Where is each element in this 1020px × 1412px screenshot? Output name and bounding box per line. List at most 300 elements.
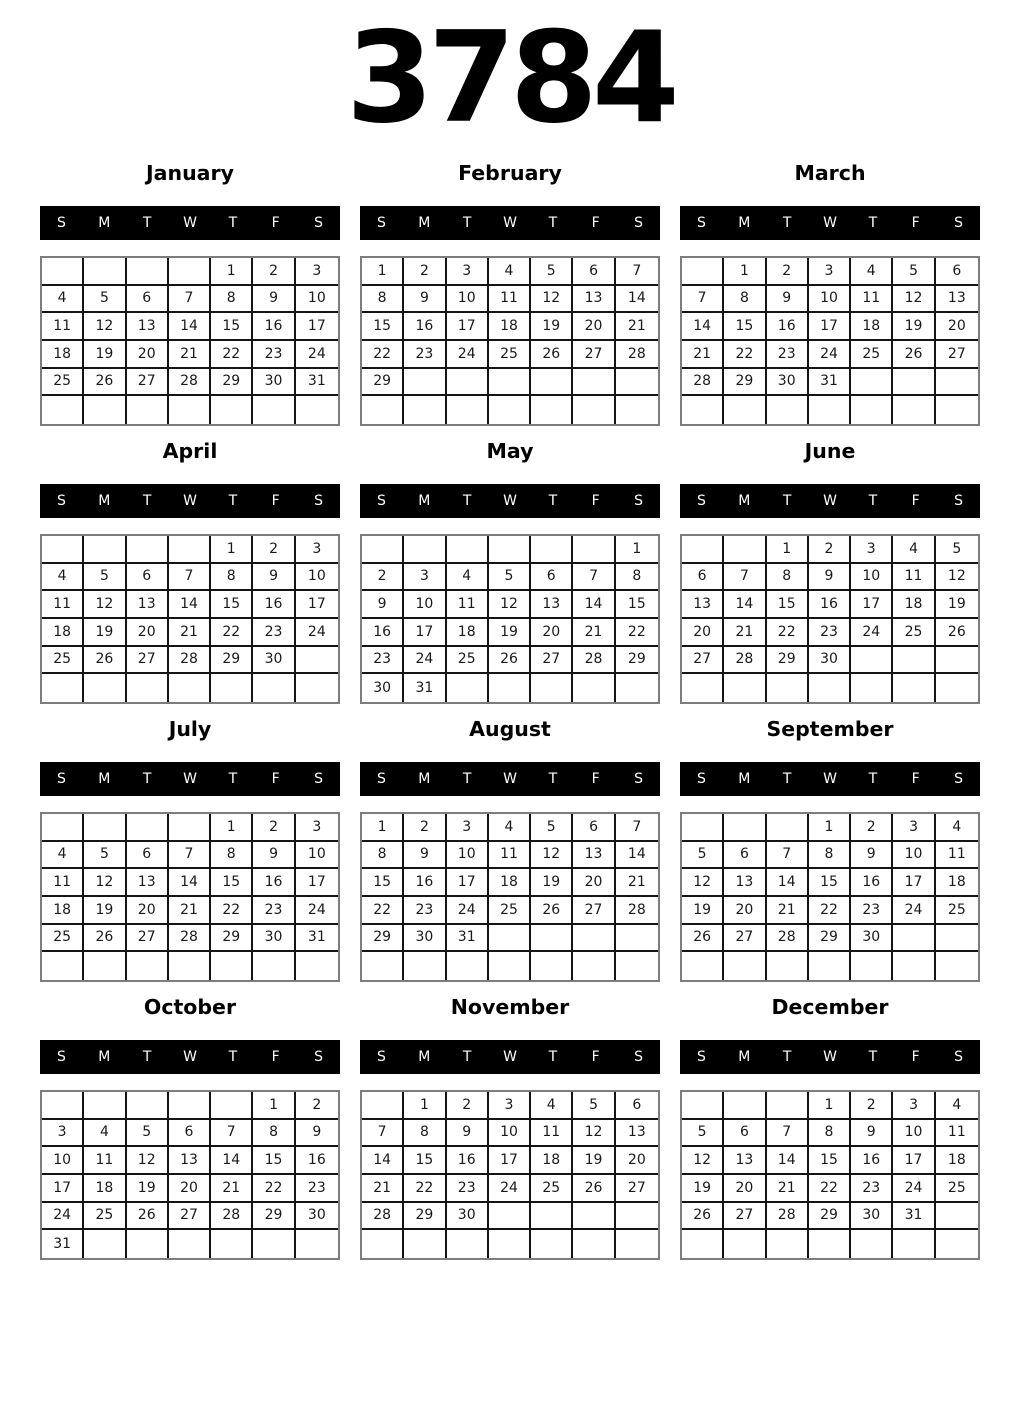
day-cell: 26 [127, 1203, 169, 1231]
day-cell: 21 [362, 1175, 404, 1203]
weekday-label: T [548, 1049, 558, 1065]
day-cell [296, 1230, 338, 1258]
day-cell: 6 [573, 258, 615, 286]
day-cell [616, 396, 658, 424]
day-cell: 19 [893, 313, 935, 341]
day-cell: 29 [404, 1203, 446, 1231]
week-row [682, 674, 978, 702]
day-cell: 24 [809, 341, 851, 369]
day-cell: 7 [573, 564, 615, 592]
day-cell: 18 [42, 897, 84, 925]
day-cell: 31 [296, 925, 338, 953]
day-cell: 24 [489, 1175, 531, 1203]
day-cell: 27 [127, 647, 169, 675]
weekday-label: M [418, 493, 431, 509]
day-cell [447, 396, 489, 424]
day-cell: 13 [127, 869, 169, 897]
week-row [682, 842, 978, 870]
day-cell: 2 [809, 536, 851, 564]
weekday-label: T [782, 1049, 792, 1065]
year-title: 3784 [345, 4, 674, 151]
day-cell: 29 [767, 647, 809, 675]
weekday-label: S [634, 771, 644, 787]
day-cell: 6 [169, 1120, 211, 1148]
day-cell: 3 [851, 536, 893, 564]
weekday-label: F [911, 771, 920, 787]
day-cell [447, 536, 489, 564]
week-row [42, 369, 338, 397]
weekday-header-bar [360, 484, 660, 518]
month-block-march [680, 160, 980, 426]
day-cell: 13 [127, 591, 169, 619]
week-row [42, 1230, 338, 1258]
week-row [682, 369, 978, 397]
day-cell [893, 1230, 935, 1258]
day-cell: 13 [531, 591, 573, 619]
day-cell: 25 [42, 369, 84, 397]
weekday-label: F [271, 493, 280, 509]
weekday-label: F [271, 1049, 280, 1065]
day-cell: 25 [84, 1203, 126, 1231]
day-cell: 28 [767, 1203, 809, 1231]
day-cell: 5 [573, 1092, 615, 1120]
day-cell: 7 [724, 564, 766, 592]
day-cell [893, 396, 935, 424]
day-cell [42, 258, 84, 286]
day-cell: 30 [253, 647, 295, 675]
weekday-label: M [98, 771, 111, 787]
day-cell: 17 [851, 591, 893, 619]
week-row [362, 313, 658, 341]
day-cell [531, 1230, 573, 1258]
day-cell: 4 [531, 1092, 573, 1120]
day-cell: 8 [211, 564, 253, 592]
month-title: July [168, 717, 212, 741]
week-row [42, 1147, 338, 1175]
day-cell: 7 [362, 1120, 404, 1148]
day-cell [127, 952, 169, 980]
day-cell: 6 [573, 814, 615, 842]
day-cell: 28 [169, 369, 211, 397]
day-cell: 3 [489, 1092, 531, 1120]
week-row [682, 897, 978, 925]
day-cell [169, 1092, 211, 1120]
day-cell [169, 536, 211, 564]
weekday-label: S [696, 215, 706, 231]
day-cell: 22 [362, 341, 404, 369]
weekday-header-bar [40, 206, 340, 240]
month-block-september [680, 716, 980, 982]
month-block-january [40, 160, 340, 426]
day-cell: 15 [404, 1147, 446, 1175]
day-cell: 10 [42, 1147, 84, 1175]
week-row [682, 1120, 978, 1148]
day-cell: 17 [42, 1175, 84, 1203]
day-cell: 1 [616, 536, 658, 564]
day-cell: 17 [296, 869, 338, 897]
day-cell: 2 [404, 258, 446, 286]
day-cell: 18 [893, 591, 935, 619]
day-cell: 18 [447, 619, 489, 647]
day-cell: 13 [616, 1120, 658, 1148]
day-cell: 1 [362, 258, 404, 286]
day-cell: 19 [573, 1147, 615, 1175]
months-grid [40, 160, 980, 1260]
day-cell: 12 [127, 1147, 169, 1175]
weekday-label: F [591, 215, 600, 231]
week-row [42, 286, 338, 314]
day-cell [851, 369, 893, 397]
day-cell: 19 [84, 341, 126, 369]
day-cell: 9 [296, 1120, 338, 1148]
day-cell: 18 [851, 313, 893, 341]
day-cell: 24 [404, 647, 446, 675]
weekday-label: S [634, 1049, 644, 1065]
day-cell [893, 674, 935, 702]
day-cell: 20 [682, 619, 724, 647]
day-cell: 30 [404, 925, 446, 953]
day-cell [253, 674, 295, 702]
day-cell: 3 [809, 258, 851, 286]
day-cell: 3 [42, 1120, 84, 1148]
day-cell [296, 647, 338, 675]
week-row [362, 258, 658, 286]
day-cell [682, 674, 724, 702]
day-cell: 26 [84, 925, 126, 953]
day-cell: 5 [84, 842, 126, 870]
day-cell: 20 [127, 897, 169, 925]
day-cell: 15 [211, 313, 253, 341]
day-cell [724, 814, 766, 842]
weekday-label: T [782, 215, 792, 231]
day-cell: 5 [127, 1120, 169, 1148]
day-cell: 8 [211, 286, 253, 314]
day-cell: 29 [211, 647, 253, 675]
day-cell: 23 [253, 897, 295, 925]
day-cell: 26 [489, 647, 531, 675]
week-row [42, 842, 338, 870]
day-cell: 28 [682, 369, 724, 397]
day-cell [573, 925, 615, 953]
day-cell: 8 [616, 564, 658, 592]
day-cell: 18 [489, 869, 531, 897]
day-cell [936, 1203, 978, 1231]
day-cell: 12 [682, 1147, 724, 1175]
day-cell [724, 1230, 766, 1258]
day-cell: 6 [531, 564, 573, 592]
week-row [682, 1230, 978, 1258]
day-cell: 28 [573, 647, 615, 675]
week-row [682, 591, 978, 619]
day-cell: 5 [84, 286, 126, 314]
day-cell: 12 [84, 869, 126, 897]
day-cell: 29 [211, 369, 253, 397]
weekday-label: T [228, 771, 238, 787]
day-cell: 28 [724, 647, 766, 675]
week-row [682, 952, 978, 980]
month-title: March [794, 161, 866, 185]
day-cell: 12 [84, 591, 126, 619]
day-cell: 13 [573, 286, 615, 314]
day-cell [84, 674, 126, 702]
day-cell: 3 [447, 814, 489, 842]
day-cell: 14 [169, 591, 211, 619]
day-cell: 21 [169, 341, 211, 369]
day-cell: 28 [169, 647, 211, 675]
day-cell: 26 [84, 369, 126, 397]
week-row [362, 674, 658, 702]
weekday-label: S [56, 771, 66, 787]
day-cell: 21 [616, 869, 658, 897]
day-cell: 23 [767, 341, 809, 369]
weekday-label: S [314, 215, 324, 231]
day-cell: 28 [211, 1203, 253, 1231]
day-cell: 1 [362, 814, 404, 842]
day-cell: 28 [616, 897, 658, 925]
day-cell: 22 [253, 1175, 295, 1203]
day-cell [809, 674, 851, 702]
week-row [42, 564, 338, 592]
day-cell: 15 [724, 313, 766, 341]
weekday-header-bar [680, 206, 980, 240]
day-cell [573, 369, 615, 397]
weekday-label: T [462, 771, 472, 787]
day-cell: 23 [447, 1175, 489, 1203]
month-days-table [360, 256, 660, 426]
day-cell: 4 [893, 536, 935, 564]
day-cell: 10 [296, 564, 338, 592]
day-cell: 16 [253, 313, 295, 341]
weekday-label: T [142, 771, 152, 787]
day-cell: 22 [211, 619, 253, 647]
day-cell: 9 [809, 564, 851, 592]
day-cell [767, 952, 809, 980]
day-cell: 8 [253, 1120, 295, 1148]
day-cell: 9 [404, 842, 446, 870]
day-cell: 30 [447, 1203, 489, 1231]
day-cell: 4 [936, 1092, 978, 1120]
day-cell [169, 1230, 211, 1258]
day-cell: 10 [296, 286, 338, 314]
day-cell: 5 [84, 564, 126, 592]
day-cell: 17 [893, 869, 935, 897]
day-cell [296, 952, 338, 980]
day-cell: 23 [404, 897, 446, 925]
day-cell: 12 [936, 564, 978, 592]
day-cell: 25 [893, 619, 935, 647]
day-cell: 23 [404, 341, 446, 369]
day-cell: 5 [682, 1120, 724, 1148]
day-cell [724, 952, 766, 980]
day-cell [489, 536, 531, 564]
day-cell: 29 [362, 369, 404, 397]
day-cell: 6 [127, 286, 169, 314]
weekday-header-bar [360, 1040, 660, 1074]
day-cell [84, 536, 126, 564]
week-row [682, 1175, 978, 1203]
day-cell: 4 [936, 814, 978, 842]
weekday-label: F [911, 1049, 920, 1065]
day-cell: 29 [253, 1203, 295, 1231]
month-days-table [360, 812, 660, 982]
day-cell: 24 [296, 341, 338, 369]
day-cell: 21 [682, 341, 724, 369]
day-cell [127, 1230, 169, 1258]
month-title: October [143, 995, 237, 1019]
day-cell: 2 [253, 258, 295, 286]
weekday-label: M [738, 771, 751, 787]
day-cell [616, 925, 658, 953]
day-cell: 9 [253, 842, 295, 870]
day-cell [489, 369, 531, 397]
day-cell [682, 1230, 724, 1258]
day-cell [42, 1092, 84, 1120]
day-cell: 20 [724, 1175, 766, 1203]
day-cell: 9 [253, 564, 295, 592]
day-cell: 24 [42, 1203, 84, 1231]
day-cell: 22 [211, 897, 253, 925]
weekday-label: S [954, 215, 964, 231]
day-cell: 27 [682, 647, 724, 675]
day-cell: 5 [489, 564, 531, 592]
day-cell [489, 1203, 531, 1231]
day-cell: 16 [404, 869, 446, 897]
week-row [42, 536, 338, 564]
day-cell [296, 674, 338, 702]
week-row [42, 341, 338, 369]
day-cell: 25 [851, 341, 893, 369]
weekday-label: F [591, 771, 600, 787]
day-cell: 11 [84, 1147, 126, 1175]
day-cell: 30 [767, 369, 809, 397]
day-cell [767, 1230, 809, 1258]
day-cell: 14 [169, 869, 211, 897]
day-cell: 16 [447, 1147, 489, 1175]
day-cell: 31 [447, 925, 489, 953]
weekday-label: W [503, 215, 517, 231]
day-cell: 6 [127, 564, 169, 592]
day-cell [682, 1092, 724, 1120]
weekday-label: S [634, 215, 644, 231]
day-cell: 15 [809, 1147, 851, 1175]
day-cell [936, 674, 978, 702]
day-cell: 5 [531, 258, 573, 286]
day-cell: 28 [169, 925, 211, 953]
day-cell [573, 952, 615, 980]
month-days-table [680, 812, 980, 982]
weekday-label: S [56, 215, 66, 231]
day-cell: 18 [936, 869, 978, 897]
day-cell: 2 [447, 1092, 489, 1120]
day-cell: 11 [447, 591, 489, 619]
day-cell: 17 [489, 1147, 531, 1175]
weekday-label: S [954, 771, 964, 787]
day-cell: 15 [767, 591, 809, 619]
day-cell [489, 674, 531, 702]
weekday-label: S [56, 1049, 66, 1065]
day-cell: 17 [404, 619, 446, 647]
weekday-label: F [911, 493, 920, 509]
day-cell: 27 [127, 925, 169, 953]
day-cell [851, 647, 893, 675]
day-cell: 17 [447, 313, 489, 341]
day-cell: 28 [362, 1203, 404, 1231]
day-cell: 18 [42, 619, 84, 647]
week-row [362, 1175, 658, 1203]
day-cell: 12 [84, 313, 126, 341]
week-row [42, 258, 338, 286]
day-cell: 24 [447, 341, 489, 369]
weekday-label: F [591, 493, 600, 509]
day-cell: 6 [682, 564, 724, 592]
weekday-label: T [462, 1049, 472, 1065]
month-title: February [458, 161, 562, 185]
day-cell: 11 [531, 1120, 573, 1148]
weekday-header-bar [40, 762, 340, 796]
day-cell: 9 [851, 842, 893, 870]
day-cell [42, 396, 84, 424]
day-cell: 23 [296, 1175, 338, 1203]
day-cell [682, 536, 724, 564]
weekday-label: T [782, 493, 792, 509]
day-cell: 8 [767, 564, 809, 592]
day-cell: 19 [531, 313, 573, 341]
day-cell [851, 952, 893, 980]
day-cell: 30 [809, 647, 851, 675]
day-cell: 29 [809, 1203, 851, 1231]
day-cell: 10 [851, 564, 893, 592]
weekday-label: T [548, 493, 558, 509]
week-row [362, 619, 658, 647]
weekday-label: T [868, 771, 878, 787]
day-cell: 19 [127, 1175, 169, 1203]
weekday-label: W [183, 1049, 197, 1065]
day-cell: 11 [489, 286, 531, 314]
day-cell: 18 [936, 1147, 978, 1175]
week-row [42, 313, 338, 341]
weekday-label: T [548, 215, 558, 231]
day-cell: 1 [211, 258, 253, 286]
day-cell [447, 369, 489, 397]
week-row [362, 1120, 658, 1148]
day-cell [84, 952, 126, 980]
day-cell: 27 [616, 1175, 658, 1203]
day-cell [362, 1230, 404, 1258]
day-cell [616, 674, 658, 702]
day-cell [211, 396, 253, 424]
day-cell [893, 952, 935, 980]
day-cell: 10 [489, 1120, 531, 1148]
day-cell: 13 [127, 313, 169, 341]
day-cell: 26 [936, 619, 978, 647]
day-cell [682, 952, 724, 980]
day-cell: 21 [767, 1175, 809, 1203]
day-cell [362, 1092, 404, 1120]
weekday-label: S [954, 1049, 964, 1065]
day-cell: 18 [531, 1147, 573, 1175]
day-cell: 10 [447, 842, 489, 870]
day-cell [724, 674, 766, 702]
day-cell [767, 674, 809, 702]
month-days-table [40, 256, 340, 426]
day-cell: 14 [682, 313, 724, 341]
week-row [42, 591, 338, 619]
day-cell [169, 396, 211, 424]
day-cell [489, 952, 531, 980]
day-cell: 19 [84, 619, 126, 647]
day-cell: 2 [253, 814, 295, 842]
weekday-label: S [376, 771, 386, 787]
